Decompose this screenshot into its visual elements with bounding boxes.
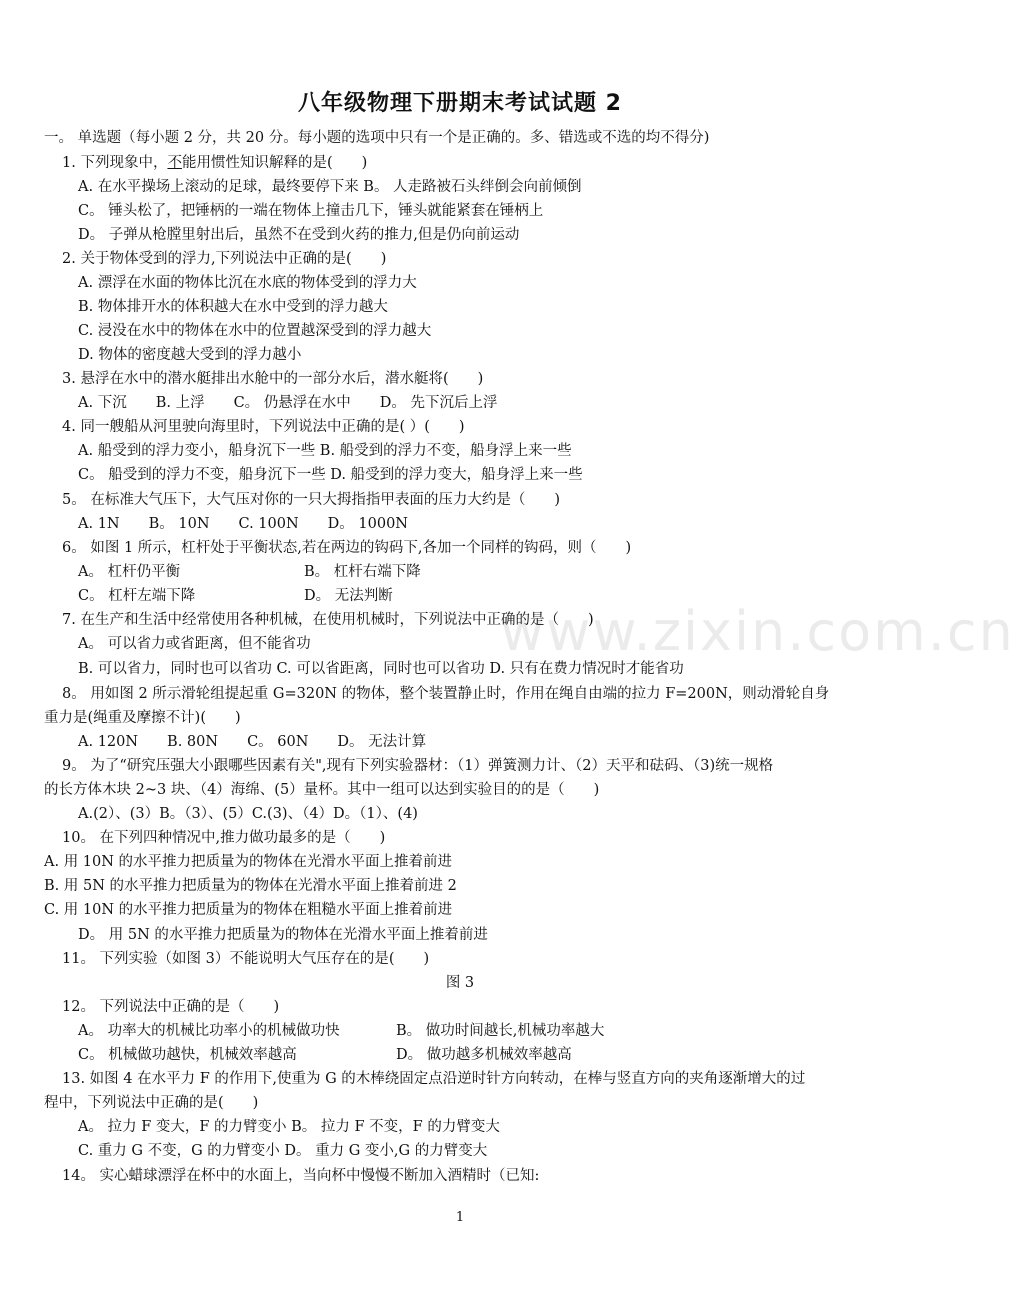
question-10-option-a: A. 用 10N 的水平推力把质量为的物体在光滑水平面上推着前进	[44, 854, 453, 870]
question-6: 6。 如图 1 所示，杠杆处于平衡状态,若在两边的钩码下,各加一个同样的钩码，则（ )	[62, 540, 632, 556]
question-12-option-a: A。 功率大的机械比功率小的机械做功快	[78, 1023, 340, 1039]
question-5: 5。 在标准大气压下，大气压对你的一只大拇指指甲表面的压力大约是（ )	[62, 492, 560, 508]
question-2: 2. 关于物体受到的浮力,下列说法中正确的是( )	[62, 251, 387, 267]
question-8-options: A. 120N B. 80N C。 60N D。 无法计算	[78, 734, 427, 750]
question-7: 7. 在生产和生活中经常使用各种机械，在使用机械时，下列说法中正确的是（ )	[62, 612, 594, 628]
question-1-underlined: 不	[167, 155, 182, 171]
question-1-text-b: 能用惯性知识解释的是( )	[181, 155, 368, 171]
question-6-option-d: D。 无法判断	[304, 588, 393, 604]
question-2-option-a: A. 漂浮在水面的物体比沉在水底的物体受到的浮力大	[78, 275, 417, 291]
question-7-option-a: A。 可以省力或省距离，但不能省功	[78, 636, 311, 652]
question-8-line-1: 8。 用如图 2 所示滑轮组提起重 G=320N 的物体，整个装置静止时，作用在绳自由端的拉力 F=200N，则动滑轮自身	[62, 686, 830, 702]
figure-3-caption: 图 3	[445, 975, 475, 991]
question-3-options: A. 下沉 B. 上浮 C。 仍悬浮在水中 D。 先下沉后上浮	[78, 395, 498, 411]
question-9-line-1: 9。 为了“研究压强大小跟哪些因素有关",现有下列实验器材：（1）弹簧测力计、（2）天平和砝码、（3)统一规格	[62, 758, 774, 774]
question-9-line-2: 的长方体木块 2~3 块、（4）海绵、(5）量杯。其中一组可以达到实验目的的是（ )	[44, 782, 600, 798]
question-2-option-c: C. 浸没在水中的物体在水中的位置越深受到的浮力越大	[78, 323, 432, 339]
question-8-line-2: 重力是(绳重及摩擦不计)( )	[44, 710, 241, 726]
question-12-option-d: D。 做功越多机械效率越高	[396, 1047, 572, 1063]
question-1	[62, 153, 367, 173]
question-6-option-c: C。 杠杆左端下降	[78, 588, 196, 604]
question-1-options-ab: A. 在水平操场上滚动的足球，最终要停下来 B。 人走路被石头绊倒会向前倾倒	[78, 179, 582, 195]
question-10: 10。 在下列四种情况中,推力做功最多的是（ )	[62, 830, 386, 846]
question-4-options-ab: A. 船受到的浮力变小，船身沉下一些 B. 船受到的浮力不变，船身浮上来一些	[78, 443, 572, 459]
question-7-options-bcd: B. 可以省力，同时也可以省功 C. 可以省距离，同时也可以省功 D. 只有在费力情况时才能省功	[78, 661, 684, 677]
question-13-options-ab: A。 拉力 F 变大，F 的力臂变小 B。 拉力 F 不变，F 的力臂变大	[78, 1119, 500, 1135]
question-10-option-d: D。 用 5N 的水平推力把质量为的物体在光滑水平面上推着前进	[78, 927, 488, 943]
question-11: 11。 下列实验（如图 3）不能说明大气压存在的是( )	[62, 951, 430, 967]
question-12-option-b: B。 做功时间越长,机械功率越大	[396, 1023, 605, 1039]
section-heading: 一。 单选题（每小题 2 分，共 20 分。每小题的选项中只有一个是正确的。多、错选或不选的均不得分)	[44, 130, 710, 146]
question-12-option-c: C。 机械做功越快，机械效率越高	[78, 1047, 297, 1063]
question-2-option-b: B. 物体排开水的体积越大在水中受到的浮力越大	[78, 299, 388, 315]
question-4-options-cd: C。 船受到的浮力不变，船身沉下一些 D. 船受到的浮力变大，船身浮上来一些	[78, 467, 583, 483]
question-9-options: A.(2）、(3）B。（3）、(5）C.(3)、（4）D。（1）、(4)	[78, 806, 418, 822]
page-title: 八年级物理下册期末考试试题 2	[298, 91, 622, 116]
question-2-option-d: D. 物体的密度越大受到的浮力越小	[78, 347, 302, 363]
question-6-option-b: B。 杠杆右端下降	[304, 564, 421, 580]
watermark: www.zixin.com.cn	[500, 600, 1015, 663]
page-number: 1	[455, 1210, 465, 1225]
question-6-option-a: A。 杠杆仍平衡	[78, 564, 181, 580]
question-14: 14。 实心蜡球漂浮在杯中的水面上，当向杯中慢慢不断加入酒精时（已知:	[62, 1168, 540, 1184]
question-12: 12。 下列说法中正确的是（ )	[62, 999, 280, 1015]
question-10-option-c: C. 用 10N 的水平推力把质量为的物体在粗糙水平面上推着前进	[44, 902, 453, 918]
question-1-option-c: C。 锤头松了，把锤柄的一端在物体上撞击几下，锤头就能紧套在锤柄上	[78, 203, 544, 219]
question-13-line-2: 程中，下列说法中正确的是( )	[44, 1095, 259, 1111]
question-1-text-a: 1. 下列现象中，	[62, 155, 168, 171]
question-13-line-1: 13. 如图 4 在水平力 F 的作用下,使重为 G 的木棒绕固定点沿逆时针方向转动，在棒与竖直方向的夹角逐渐增大的过	[62, 1071, 806, 1087]
question-13-options-cd: C. 重力 G 不变，G 的力臂变小 D。 重力 G 变小,G 的力臂变大	[78, 1143, 488, 1159]
question-5-options: A. 1N B。 10N C. 100N D。 1000N	[78, 516, 408, 532]
question-3: 3. 悬浮在水中的潜水艇排出水舱中的一部分水后，潜水艇将( )	[62, 371, 484, 387]
question-4: 4. 同一艘船从河里驶向海里时，下列说法中正确的是( ）( )	[62, 419, 465, 435]
question-1-option-d: D。 子弹从枪膛里射出后，虽然不在受到火药的推力,但是仍向前运动	[78, 227, 520, 243]
question-10-option-b: B. 用 5N 的水平推力把质量为的物体在光滑水平面上推着前进 2	[44, 878, 457, 894]
